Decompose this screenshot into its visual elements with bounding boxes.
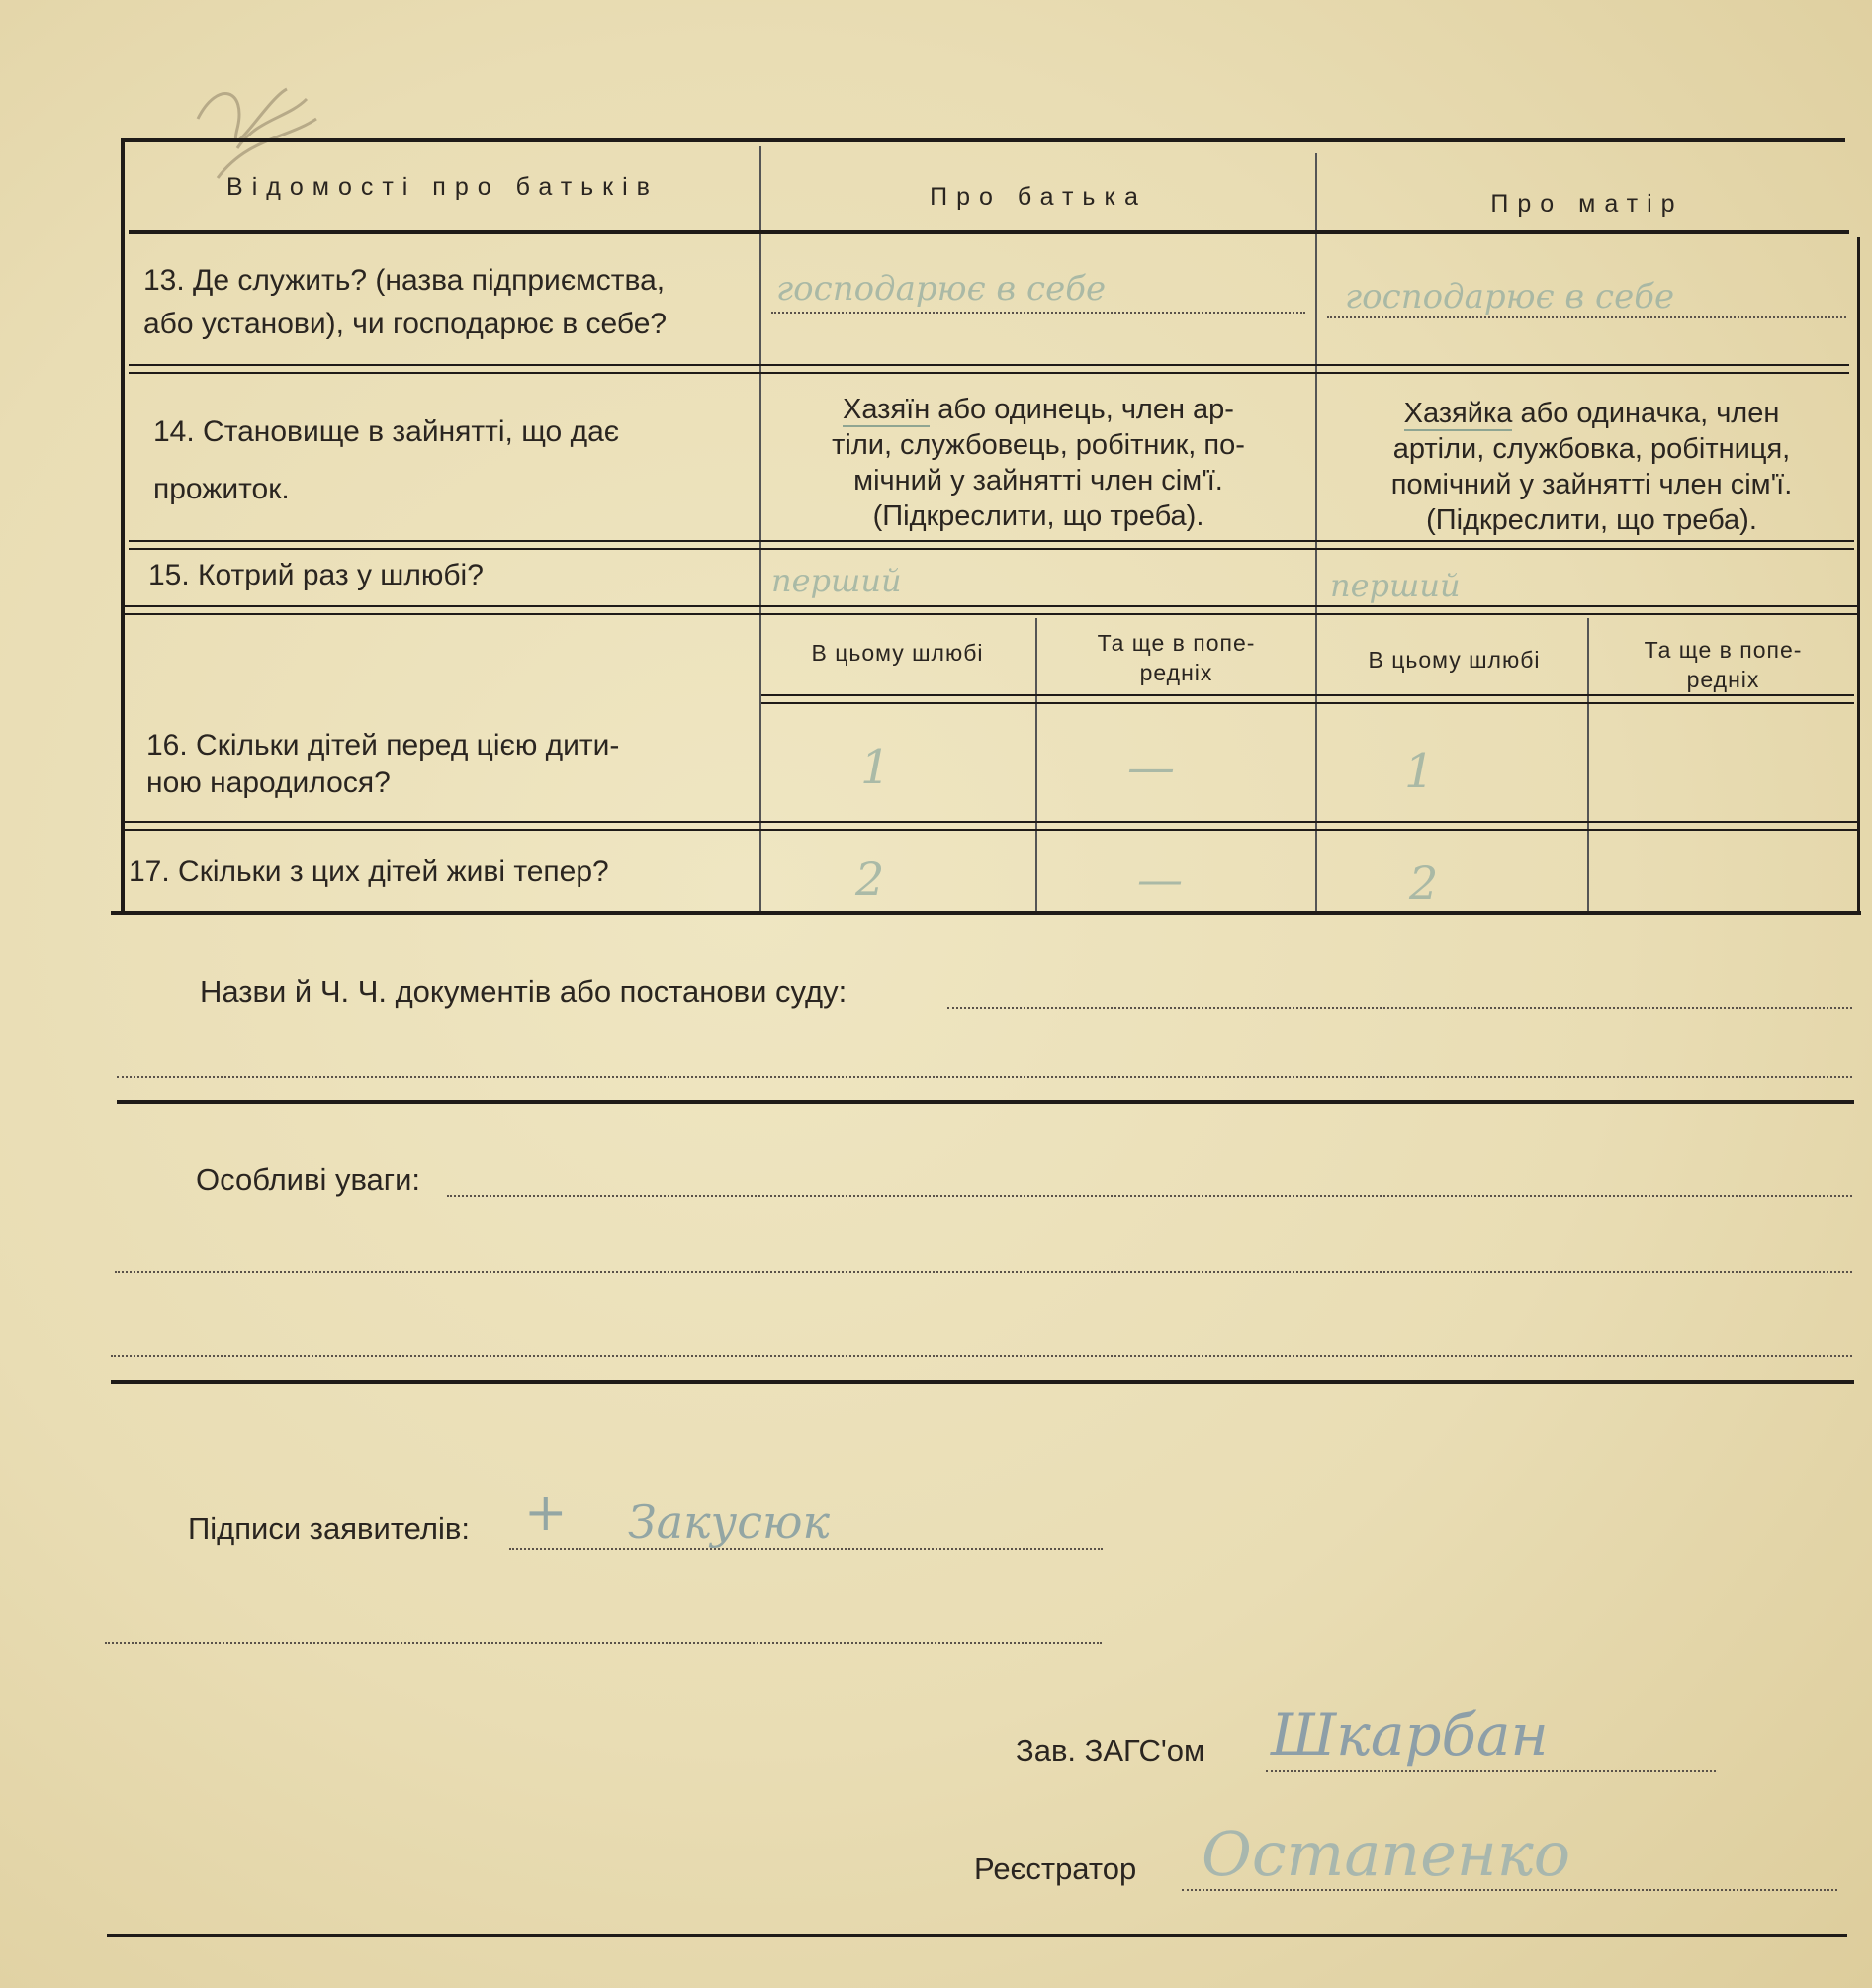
applicants-line-2 — [105, 1642, 1102, 1644]
answer-15-father: перший — [771, 562, 902, 599]
col-divider-3 — [1035, 618, 1037, 911]
documents-line-2 — [117, 1076, 1852, 1078]
subheader-father-previous: Та ще в попе- редніх — [1097, 630, 1256, 685]
answer-16-mother-this: 1 — [1404, 744, 1435, 799]
question-15: 15. Котрий раз у шлюбі? — [148, 559, 484, 591]
zags-head-signature: Шкарбан — [1271, 1701, 1549, 1768]
row13-rule-a — [129, 364, 1849, 366]
applicants-label: Підписи заявителів: — [188, 1511, 470, 1546]
applicants-line-1 — [509, 1548, 1103, 1550]
remarks-label: Особливі уваги: — [196, 1162, 421, 1197]
question-16: 16. Скільки дітей перед цією дити- ною народилося? — [146, 729, 620, 799]
header-mother: Про матір — [1490, 190, 1684, 218]
answer-13-mother: господарює в себе — [1345, 277, 1675, 316]
row16-rule-a — [121, 821, 1857, 823]
documents-label: Назви й Ч. Ч. документів або постанови суду: — [200, 974, 847, 1009]
options-text-mother: або одиначка, член артіли, службовка, робітниця, помічний у зайнятті член сім'ї. (Підкреслити, що треба). — [1390, 398, 1793, 536]
table-bottom-border — [111, 911, 1861, 915]
employment-options-father — [791, 392, 1286, 534]
remarks-line-1 — [447, 1195, 1852, 1197]
zags-head-line — [1266, 1770, 1716, 1772]
answer-17-father-previous: — — [1137, 853, 1183, 906]
col-divider-1 — [759, 146, 761, 911]
registrar-line — [1182, 1889, 1837, 1891]
remarks-line-2 — [115, 1271, 1852, 1273]
employment-options-mother — [1347, 396, 1836, 538]
subheader-father-this-marriage: В цьому шлюбі — [811, 640, 984, 666]
row14-rule-b — [129, 548, 1854, 550]
header-parents-info: Відомості про батьків — [226, 173, 659, 201]
answer-17-father-this: 2 — [855, 853, 885, 906]
answer-16-father-this: 1 — [860, 740, 891, 795]
header-father: Про батька — [930, 183, 1147, 211]
subheader-mother-previous: Та ще в попе- редніх — [1644, 637, 1803, 692]
answer-13-father: господарює в себе — [776, 269, 1107, 309]
remarks-line-3 — [111, 1355, 1852, 1357]
zags-head-label: Зав. ЗАГС'ом — [1016, 1733, 1205, 1767]
underlined-choice-mother: Хазяйка — [1403, 398, 1513, 429]
applicant-signature: Закусюк — [628, 1495, 830, 1549]
row15-rule-b — [121, 613, 1857, 615]
subheader-rule-a — [761, 694, 1854, 696]
remarks-rule — [111, 1380, 1854, 1384]
question-13: 13. Де служить? (назва підприємства, або установи), чи господарює в себе? — [143, 264, 668, 340]
documents-line-1 — [947, 1007, 1852, 1009]
col-divider-2 — [1315, 153, 1317, 911]
bottom-rule — [107, 1934, 1847, 1937]
row13-rule-b — [129, 372, 1849, 374]
row16-rule-b — [121, 829, 1857, 831]
answer-13-mother-line — [1327, 316, 1846, 318]
options-text-father: або одинець, член ар- тіли, службовець, робітник, по- мічний у зайнятті член сім'ї. (Підкреслити, що треба). — [832, 394, 1245, 532]
registrar-signature: Остапенко — [1202, 1818, 1571, 1890]
question-17: 17. Скільки з цих дітей живі тепер? — [129, 856, 609, 888]
table-right-border — [1857, 237, 1860, 915]
documents-rule — [117, 1100, 1854, 1104]
row14-rule-a — [129, 540, 1854, 542]
row15-rule-a — [121, 605, 1857, 607]
plus-mark-icon: + — [524, 1484, 568, 1543]
table-left-border — [121, 138, 125, 915]
col-divider-4 — [1587, 618, 1589, 911]
subheader-mother-this-marriage: В цьому шлюбі — [1368, 647, 1541, 673]
registrar-label: Реєстратор — [974, 1852, 1137, 1886]
question-14: 14. Становище в зайнятті, що дає прожиток. — [153, 415, 620, 505]
answer-13-father-line — [771, 312, 1305, 314]
header-rule — [129, 230, 1849, 234]
answer-15-mother: перший — [1330, 567, 1461, 604]
subheader-rule-b — [761, 702, 1854, 704]
answer-16-father-previous: — — [1127, 740, 1175, 795]
underlined-choice-father: Хазяїн — [843, 394, 931, 425]
answer-17-mother-this: 2 — [1409, 857, 1439, 910]
table-top-border — [121, 138, 1845, 142]
